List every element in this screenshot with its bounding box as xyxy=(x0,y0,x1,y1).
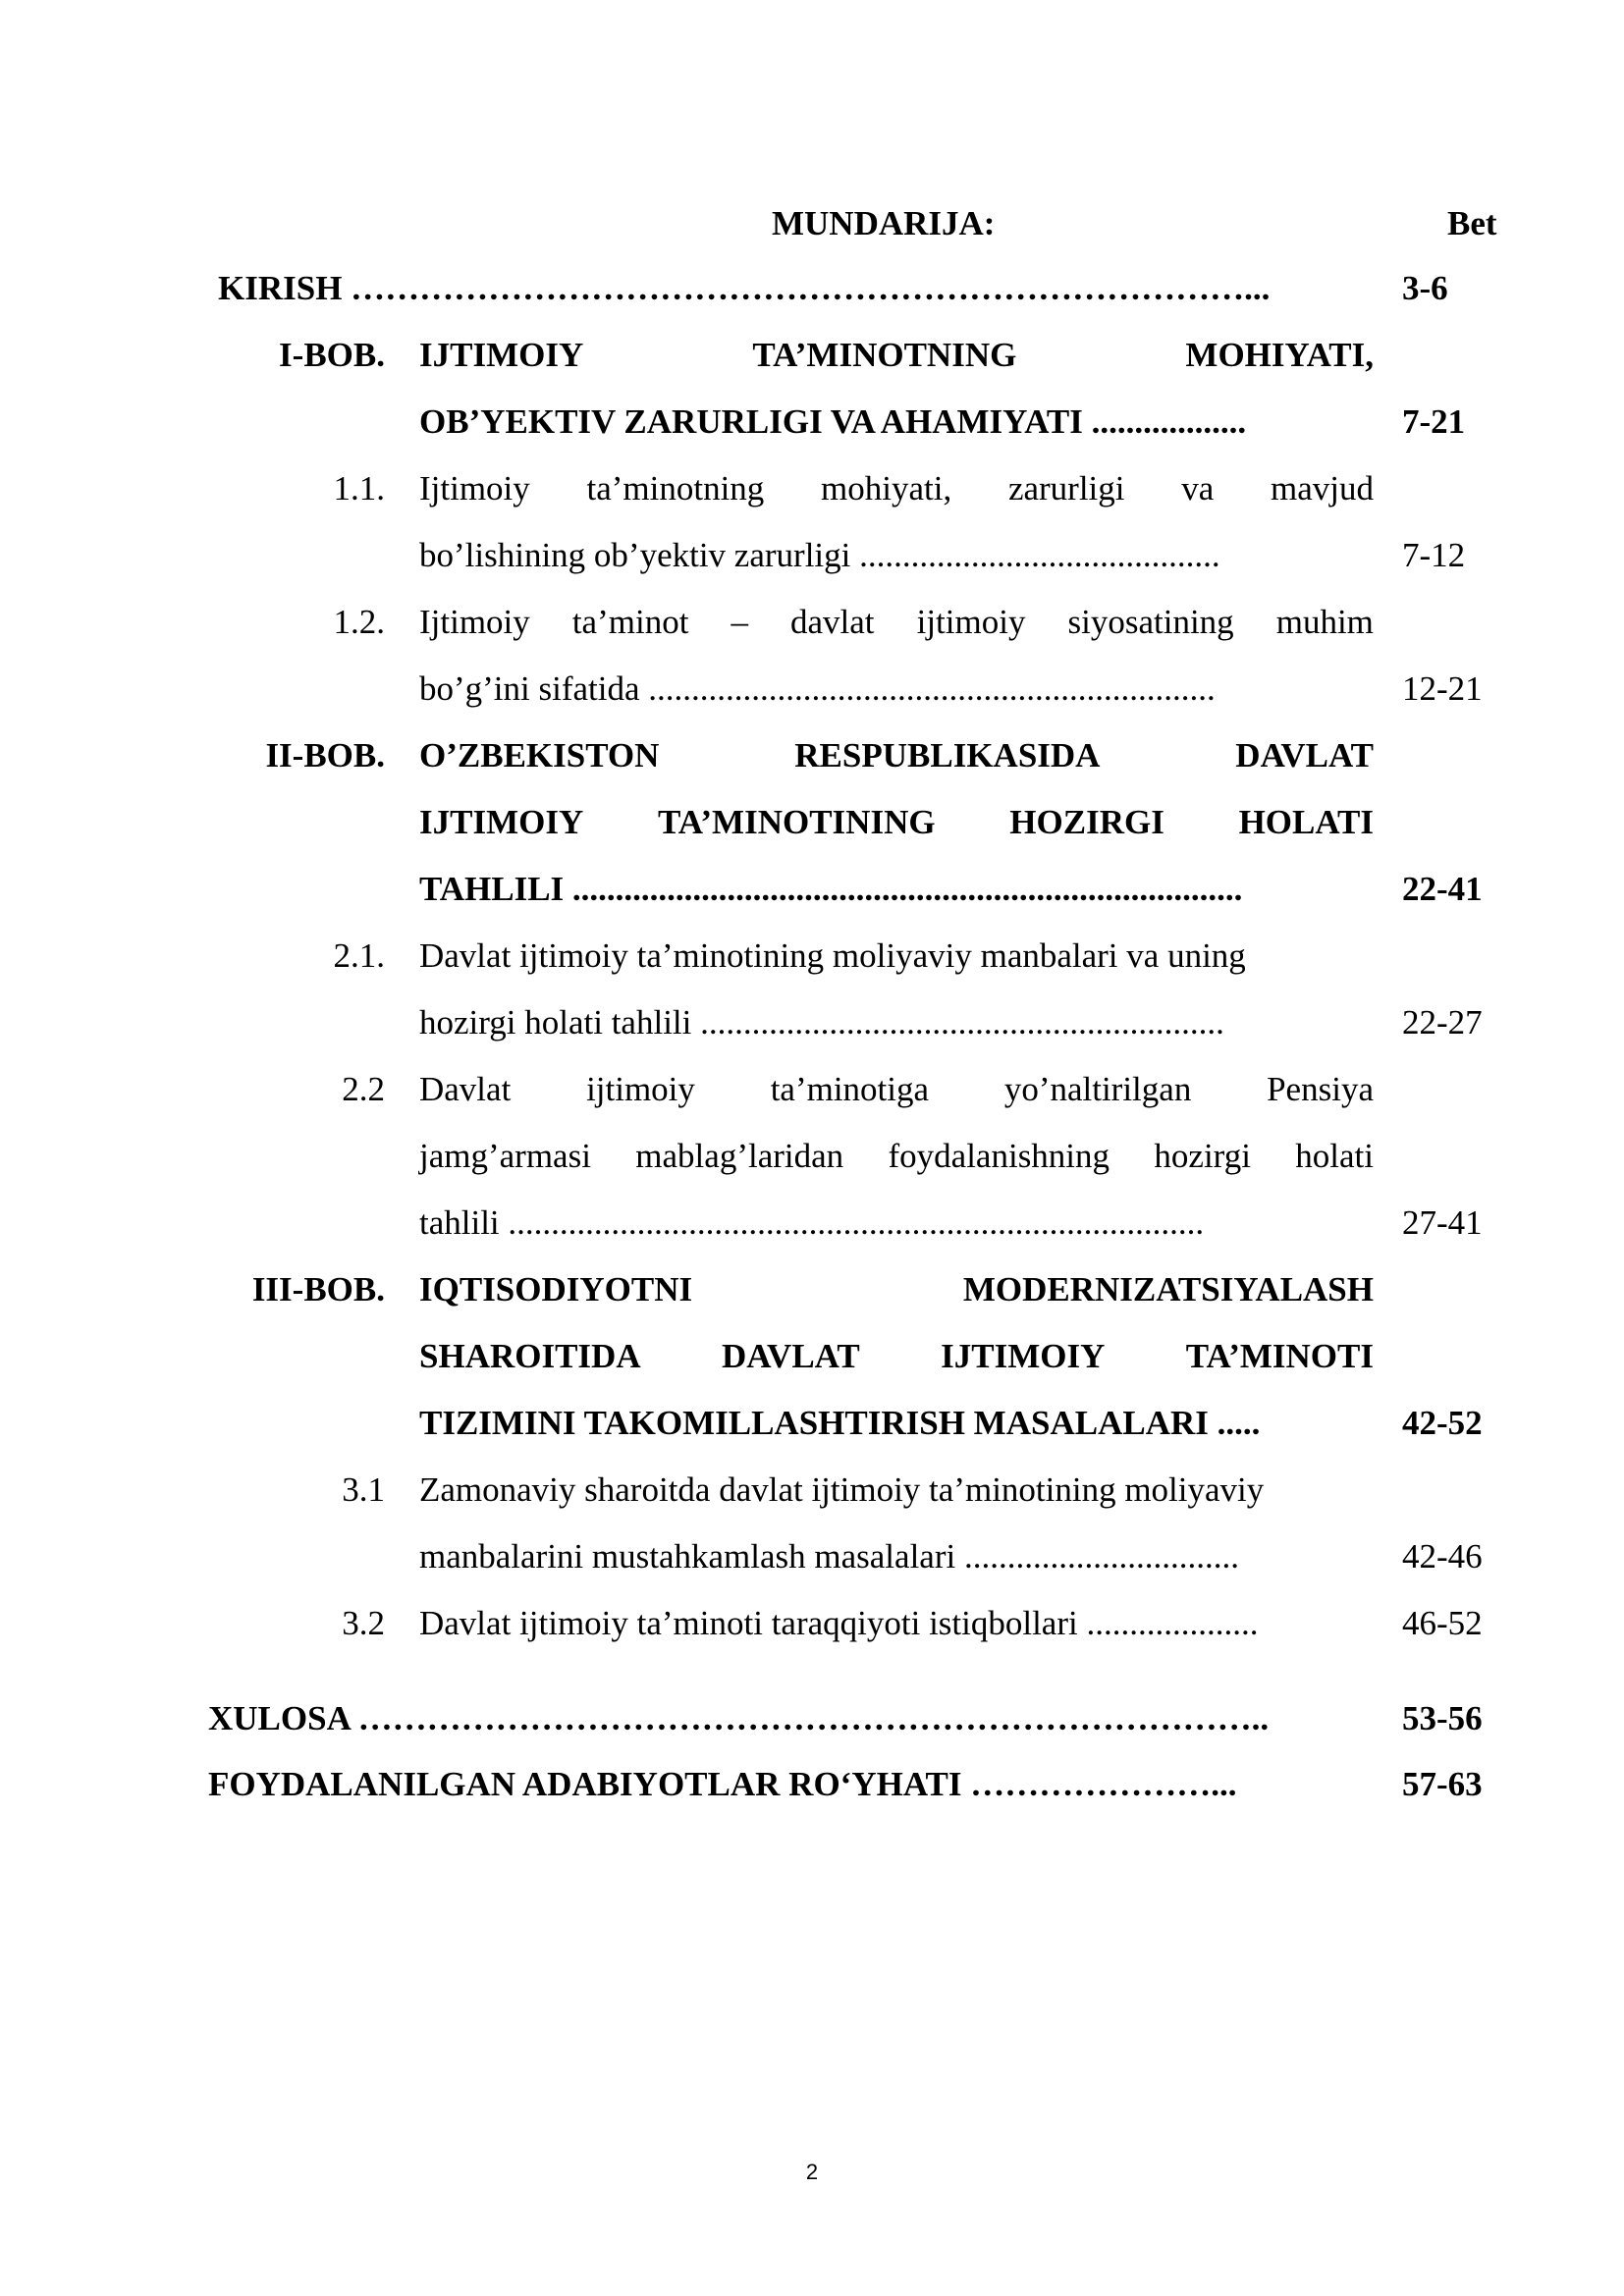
page-ref-2-2: 27-41 xyxy=(1402,1203,1483,1242)
section-title-2-1-line2: hozirgi holati tahlili ............................................................. xyxy=(419,1003,1224,1041)
chapter-title-3-line2 xyxy=(419,1335,1374,1378)
word: RESPUBLIKASIDA xyxy=(794,736,1101,774)
word: va xyxy=(1181,469,1215,507)
section-title-1-2-line1 xyxy=(419,601,1374,644)
word: ta’minotiga xyxy=(770,1070,930,1108)
chapter-title-2-line2 xyxy=(419,801,1374,844)
section-label-1-2: 1.2. xyxy=(333,603,385,641)
word: siyosatining xyxy=(1067,603,1234,641)
word: TA’MINOTINING xyxy=(657,803,936,841)
section-label-3-1: 3.1 xyxy=(342,1470,385,1509)
chapter-label-2: II-BOB. xyxy=(265,736,385,774)
chapter-title-3-line1 xyxy=(419,1268,1374,1311)
section-title-2-1-line1: Davlat ijtimoiy ta’minotining moliyaviy manbalari va uning xyxy=(419,936,1246,975)
word: mavjud xyxy=(1270,469,1374,507)
page-ref-ch3: 42-52 xyxy=(1402,1404,1483,1442)
word: O’ZBEKISTON xyxy=(419,736,660,774)
chapter-label-1: I-BOB. xyxy=(279,336,385,374)
chapter-label-3: III-BOB. xyxy=(251,1270,385,1308)
page-ref-1-1: 7-12 xyxy=(1402,536,1466,574)
word: MODERNIZATSIYALASH xyxy=(962,1270,1374,1308)
word: Ijtimoiy xyxy=(419,603,530,641)
word: IJTIMOIY xyxy=(941,1337,1106,1375)
toc-entry-xulosa: XULOSA …………………………………………………………………….. xyxy=(208,1699,1270,1737)
section-title-3-2-line1: Davlat ijtimoiy ta’minoti taraqqiyoti istiqbollari .................... xyxy=(419,1604,1259,1642)
section-title-1-1-line2: bo’lishining ob’yektiv zarurligi .......................................... xyxy=(419,536,1220,574)
word: zarurligi xyxy=(1007,469,1125,507)
page-ref-1-2: 12-21 xyxy=(1402,669,1483,708)
page-ref-3-1: 42-46 xyxy=(1402,1537,1483,1575)
section-label-2-1: 2.1. xyxy=(333,936,385,975)
page-ref-3-2: 46-52 xyxy=(1402,1604,1483,1642)
word: ta’minot xyxy=(571,603,689,641)
word: TA’MINOTNING xyxy=(752,336,1017,374)
page-ref-2-1: 22-27 xyxy=(1402,1003,1483,1041)
page-ref-references: 57-63 xyxy=(1402,1765,1483,1803)
word: Pensiya xyxy=(1267,1070,1374,1108)
section-title-1-2-line2: bo’g’ini sifatida .................................................................. xyxy=(419,669,1216,708)
word: foydalanishning xyxy=(888,1137,1110,1175)
chapter-title-1-line2: OB’YEKTIV ZARURLIGI VA AHAMIYATI .................. xyxy=(419,402,1247,441)
word: ta’minotning xyxy=(586,469,765,507)
section-title-3-1-line1: Zamonaviy sharoitda davlat ijtimoiy ta’minotining moliyaviy xyxy=(419,1470,1265,1509)
word: DAVLAT xyxy=(722,1337,860,1375)
word: IJTIMOIY xyxy=(419,336,584,374)
word: jamg’armasi xyxy=(419,1137,591,1175)
page-column-header: Bet xyxy=(1447,204,1497,242)
section-title-2-2-line2 xyxy=(419,1135,1374,1178)
word: HOLATI xyxy=(1238,803,1374,841)
section-label-1-1: 1.1. xyxy=(333,469,385,507)
page-number: 2 xyxy=(805,2160,819,2184)
word: mablag’laridan xyxy=(635,1137,844,1175)
chapter-title-3-line3: TIZIMINI TAKOMILLASHTIRISH MASALALARI ..... xyxy=(419,1404,1261,1442)
toc-title: MUNDARIJA: xyxy=(772,204,996,242)
word: TA’MINOTI xyxy=(1185,1337,1374,1375)
word: mohiyati, xyxy=(821,469,952,507)
section-title-1-1-line1 xyxy=(419,467,1374,510)
toc-entry-references: FOYDALANILGAN ADABIYOTLAR RO‘YHATI …………………... xyxy=(208,1765,1237,1803)
word: hozirgi xyxy=(1154,1137,1251,1175)
section-label-3-2: 3.2 xyxy=(342,1604,385,1642)
word: IQTISODIYOTNI xyxy=(419,1270,693,1308)
word: Ijtimoiy xyxy=(419,469,530,507)
word: MOHIYATI, xyxy=(1185,336,1374,374)
word: ijtimoiy xyxy=(586,1070,695,1108)
section-title-2-2-line3: tahlili ................................................................................. xyxy=(419,1203,1205,1242)
word: DAVLAT xyxy=(1235,736,1374,774)
chapter-title-2-line1 xyxy=(419,734,1374,777)
word: HOZIRGI xyxy=(1009,803,1164,841)
word: davlat xyxy=(790,603,875,641)
page-ref-kirish: 3-6 xyxy=(1402,269,1448,307)
word: Davlat xyxy=(419,1070,512,1108)
word: yo’naltirilgan xyxy=(1003,1070,1192,1108)
word: muhim xyxy=(1275,603,1374,641)
page-ref-ch2: 22-41 xyxy=(1402,870,1483,908)
section-title-3-1-line2: manbalarini mustahkamlash masalalari ................................ xyxy=(419,1537,1239,1575)
page-ref-xulosa: 53-56 xyxy=(1402,1699,1483,1737)
word: holati xyxy=(1295,1137,1374,1175)
word: ijtimoiy xyxy=(916,603,1026,641)
section-label-2-2: 2.2 xyxy=(342,1070,385,1108)
toc-entry-kirish: KIRISH ……………………………………………………………………... xyxy=(218,269,1271,307)
word: – xyxy=(731,603,748,641)
chapter-title-1-line1 xyxy=(419,334,1374,377)
section-title-2-2-line1 xyxy=(419,1068,1374,1111)
chapter-title-2-line3: TAHLILI .............................................................................. xyxy=(419,870,1243,908)
word: IJTIMOIY xyxy=(419,803,584,841)
page-ref-ch1: 7-21 xyxy=(1402,402,1466,441)
word: SHAROITIDA xyxy=(419,1337,641,1375)
